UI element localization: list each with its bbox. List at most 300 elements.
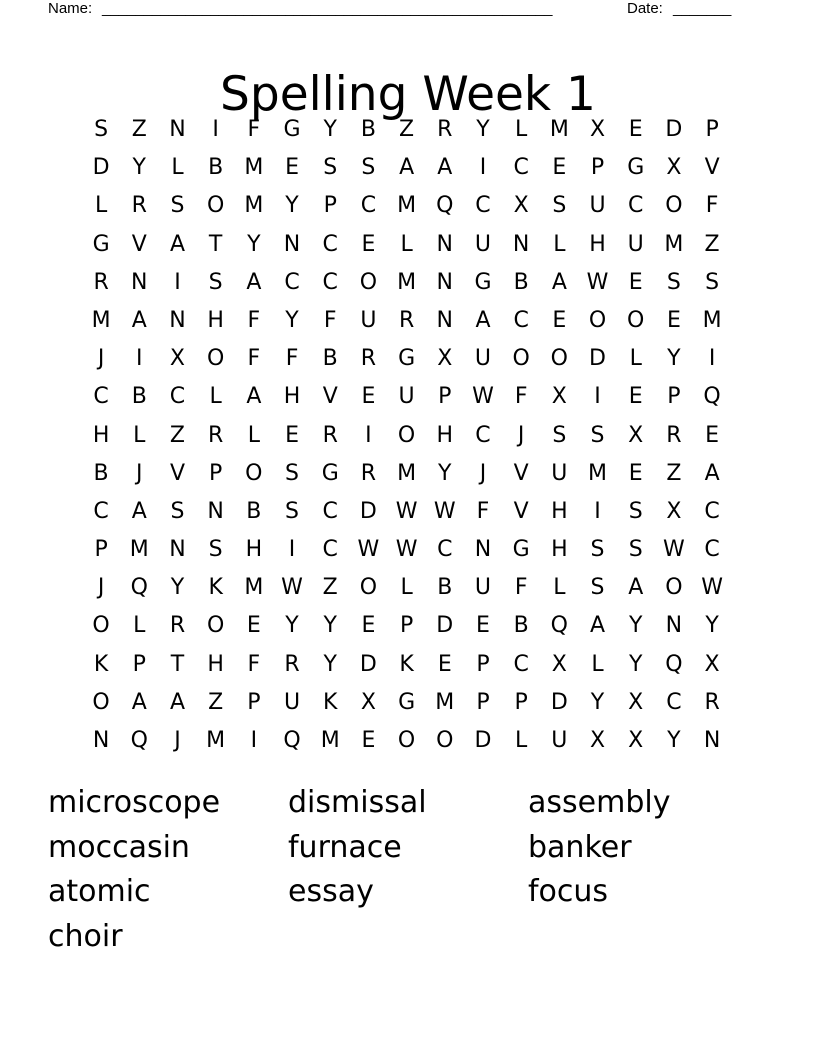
word-bank-item: focus (528, 874, 609, 910)
grid-letter[interactable]: H (245, 537, 263, 563)
grid-letter[interactable]: O (245, 460, 263, 486)
grid-letter[interactable]: J (479, 460, 487, 486)
grid-letter[interactable]: C (513, 307, 529, 333)
grid-letter[interactable]: P (94, 537, 108, 563)
grid-letter[interactable]: R (666, 422, 682, 448)
grid-letter[interactable]: N (665, 613, 683, 639)
grid-letter[interactable]: D (665, 117, 683, 142)
grid-letter[interactable]: M (397, 193, 417, 219)
grid-letter[interactable]: B (322, 346, 338, 372)
grid-letter[interactable]: A (246, 269, 262, 295)
grid-letter[interactable]: L (94, 193, 108, 219)
grid-letter[interactable]: Y (628, 613, 643, 639)
grid-letter[interactable]: C (322, 231, 338, 257)
grid-letter[interactable]: P (514, 689, 528, 715)
grid-letter[interactable]: A (131, 498, 147, 524)
grid-letter[interactable]: W (357, 537, 380, 563)
grid-letter[interactable]: G (512, 537, 530, 563)
grid-letter[interactable]: E (361, 613, 376, 639)
grid-letter[interactable]: X (704, 651, 720, 677)
grid-letter[interactable]: U (474, 575, 492, 601)
grid-letter[interactable]: X (513, 193, 529, 219)
grid-letter[interactable]: C (93, 384, 109, 410)
grid-letter[interactable]: E (361, 728, 376, 753)
grid-letter[interactable]: N (436, 231, 454, 257)
grid-letter[interactable]: G (92, 231, 110, 257)
grid-letter[interactable]: F (476, 498, 490, 524)
grid-letter[interactable]: S (208, 537, 223, 563)
grid-letter[interactable]: C (437, 537, 453, 563)
grid-letter[interactable]: S (170, 498, 185, 524)
grid-letter[interactable]: F (247, 346, 261, 372)
grid-letter[interactable]: U (283, 689, 301, 715)
grid-letter[interactable]: E (628, 384, 643, 410)
grid-letter[interactable]: U (551, 460, 568, 486)
grid-letter[interactable]: S (361, 155, 376, 181)
word-bank-item: banker (528, 829, 632, 865)
grid-letter[interactable]: Y (628, 651, 643, 677)
grid-letter[interactable]: O (206, 613, 225, 639)
grid-letter[interactable]: Q (130, 728, 148, 753)
grid-letter[interactable]: Z (666, 460, 682, 486)
grid-letter[interactable]: P (323, 193, 337, 219)
grid-letter[interactable]: B (437, 575, 453, 601)
grid-letter[interactable]: B (360, 117, 376, 142)
grid-letter[interactable]: N (474, 537, 492, 563)
grid-letter[interactable]: A (475, 307, 491, 333)
grid-letter[interactable]: D (436, 613, 454, 639)
grid-letter[interactable]: R (322, 422, 338, 448)
grid-letter[interactable]: Y (667, 728, 681, 753)
grid-letter[interactable]: O (206, 193, 225, 219)
grid-letter[interactable]: N (131, 269, 148, 295)
grid-letter[interactable]: Q (436, 193, 454, 219)
grid-letter[interactable]: H (207, 651, 224, 677)
grid-letter[interactable]: Y (323, 613, 337, 639)
grid-letter[interactable]: K (208, 575, 223, 601)
grid-letter[interactable]: X (666, 155, 682, 181)
grid-letter[interactable]: X (589, 117, 606, 142)
grid-letter[interactable]: E (285, 422, 299, 448)
grid-letter[interactable]: V (322, 384, 338, 410)
grid-letter[interactable]: L (247, 422, 260, 448)
grid-letter[interactable]: W (433, 498, 456, 524)
grid-letter[interactable]: B (131, 384, 147, 410)
grid-letter[interactable]: P (438, 384, 452, 410)
grid-letter[interactable]: D (550, 689, 568, 715)
grid-letter[interactable]: A (628, 575, 644, 601)
grid-letter[interactable]: L (171, 155, 184, 181)
grid-letter[interactable]: O (92, 613, 110, 639)
grid-letter[interactable]: E (437, 651, 452, 677)
grid-letter[interactable]: A (590, 613, 606, 639)
grid-letter[interactable]: L (133, 613, 146, 639)
grid-letter[interactable]: R (284, 651, 300, 677)
grid-letter[interactable]: E (628, 460, 643, 486)
grid-letter[interactable]: P (132, 651, 146, 677)
grid-letter[interactable]: M (244, 575, 264, 601)
grid-letter[interactable]: A (169, 231, 185, 257)
grid-letter[interactable]: A (399, 155, 415, 181)
grid-letter[interactable]: C (360, 193, 377, 219)
grid-letter[interactable]: N (92, 728, 110, 753)
grid-letter[interactable]: Q (665, 651, 683, 677)
grid-letter[interactable]: R (360, 346, 377, 372)
grid-letter[interactable]: S (590, 575, 605, 601)
grid-letter[interactable]: E (628, 269, 643, 295)
grid-letter[interactable]: L (591, 651, 604, 677)
grid-letter[interactable]: L (515, 728, 528, 753)
grid-letter[interactable]: U (627, 231, 644, 257)
grid-letter[interactable]: S (170, 193, 185, 219)
grid-letter[interactable]: L (515, 117, 528, 142)
grid-letter[interactable]: C (475, 422, 491, 448)
grid-letter[interactable]: C (513, 155, 529, 181)
grid-letter[interactable]: P (667, 384, 681, 410)
grid-letter[interactable]: M (206, 728, 226, 753)
grid-letter[interactable]: O (397, 422, 416, 448)
grid-letter[interactable]: S (552, 422, 567, 448)
grid-letter[interactable]: C (169, 384, 186, 410)
grid-letter[interactable]: X (169, 346, 185, 372)
grid-letter[interactable]: I (136, 346, 143, 372)
grid-letter[interactable]: Y (285, 613, 299, 639)
grid-letter[interactable]: S (628, 498, 643, 524)
grid-letter[interactable]: Z (399, 117, 415, 142)
grid-letter[interactable]: Y (323, 651, 337, 677)
grid-letter[interactable]: L (400, 575, 413, 601)
grid-letter[interactable]: O (588, 307, 607, 333)
grid-letter[interactable]: H (589, 231, 606, 257)
grid-letter[interactable]: H (207, 307, 224, 333)
grid-letter[interactable]: Y (323, 117, 337, 142)
grid-letter[interactable]: P (476, 651, 490, 677)
grid-letter[interactable]: W (281, 575, 303, 601)
grid-letter[interactable]: E (666, 307, 681, 333)
grid-letter[interactable]: R (93, 269, 109, 295)
grid-letter[interactable]: B (513, 269, 529, 295)
grid-letter[interactable]: S (285, 498, 300, 524)
grid-letter[interactable]: F (247, 307, 261, 333)
grid-letter[interactable]: S (666, 269, 681, 295)
grid-letter[interactable]: F (285, 346, 299, 372)
grid-letter[interactable]: P (476, 689, 490, 715)
grid-letter[interactable]: F (247, 117, 261, 142)
grid-letter[interactable]: V (513, 460, 529, 486)
grid-letter[interactable]: I (708, 346, 716, 372)
grid-letter[interactable]: X (628, 728, 644, 753)
grid-letter[interactable]: U (360, 307, 377, 333)
grid-letter[interactable]: U (589, 193, 606, 219)
grid-letter[interactable]: P (705, 117, 719, 142)
grid-letter[interactable]: L (400, 231, 413, 257)
grid-letter[interactable]: E (361, 384, 376, 410)
grid-letter[interactable]: S (705, 269, 720, 295)
grid-letter[interactable]: V (513, 498, 529, 524)
grid-letter[interactable]: M (435, 689, 455, 715)
grid-letter[interactable]: I (594, 498, 601, 524)
grid-letter[interactable]: S (590, 422, 605, 448)
grid-letter[interactable]: S (323, 155, 338, 181)
grid-letter[interactable]: I (479, 155, 487, 181)
grid-letter[interactable]: C (322, 537, 338, 563)
grid-letter[interactable]: O (359, 269, 378, 295)
grid-letter[interactable]: C (284, 269, 300, 295)
grid-letter[interactable]: W (472, 384, 494, 410)
header-line (48, 0, 748, 20)
grid-letter[interactable]: L (629, 346, 642, 372)
grid-letter[interactable]: A (246, 384, 262, 410)
grid-letter[interactable]: Y (285, 193, 299, 219)
grid-letter[interactable]: Q (550, 613, 568, 639)
grid-letter[interactable]: P (209, 460, 223, 486)
grid-letter[interactable]: C (704, 537, 720, 563)
word-bank-item: essay (288, 874, 374, 910)
grid-letter[interactable]: B (246, 498, 262, 524)
grid-letter[interactable]: O (665, 575, 683, 601)
grid-letter[interactable]: H (283, 384, 301, 410)
grid-letter[interactable]: M (244, 193, 264, 219)
grid-letter[interactable]: O (436, 728, 454, 753)
grid-letter[interactable]: N (169, 117, 186, 142)
grid-letter[interactable]: A (169, 689, 185, 715)
grid-letter[interactable]: O (397, 728, 416, 753)
grid-letter[interactable]: G (627, 155, 645, 181)
grid-letter[interactable]: I (174, 269, 181, 295)
grid-letter[interactable]: Y (170, 575, 185, 601)
grid-letter[interactable]: S (208, 269, 223, 295)
grid-letter[interactable]: F (514, 575, 528, 601)
grid-letter[interactable]: Q (703, 384, 721, 410)
word-bank-item: moccasin (48, 829, 190, 865)
grid-letter[interactable]: H (551, 498, 568, 524)
grid-letter[interactable]: Z (322, 575, 338, 601)
grid-letter[interactable]: U (551, 728, 568, 753)
grid-letter[interactable]: M (397, 269, 417, 295)
grid-letter[interactable]: X (628, 422, 644, 448)
grid-letter[interactable]: Z (704, 231, 720, 257)
grid-letter[interactable]: L (133, 422, 146, 448)
grid-letter[interactable]: Y (667, 346, 681, 372)
grid-letter[interactable]: A (131, 307, 147, 333)
grid-letter[interactable]: J (97, 346, 105, 372)
grid-letter[interactable]: X (551, 384, 567, 410)
grid-letter[interactable]: V (169, 460, 185, 486)
grid-letter[interactable]: Z (131, 117, 147, 142)
grid-letter[interactable]: N (283, 231, 301, 257)
grid-letter[interactable]: N (436, 307, 454, 333)
grid-letter[interactable]: G (321, 460, 339, 486)
grid-letter[interactable]: K (323, 689, 338, 715)
grid-letter[interactable]: M (244, 155, 264, 181)
grid-letter[interactable]: E (476, 613, 490, 639)
grid-letter[interactable]: E (628, 117, 643, 142)
grid-letter[interactable]: U (474, 231, 492, 257)
grid-letter[interactable]: V (704, 155, 720, 181)
grid-letter[interactable]: Y (590, 689, 605, 715)
grid-letter[interactable]: P (247, 689, 261, 715)
grid-letter[interactable]: I (365, 422, 372, 448)
grid-letter[interactable]: M (320, 728, 340, 753)
grid-letter[interactable]: N (169, 307, 186, 333)
grid-letter[interactable]: G (398, 689, 416, 715)
grid-letter[interactable]: M (549, 117, 569, 142)
grid-letter[interactable]: Y (438, 460, 452, 486)
grid-letter[interactable]: A (704, 460, 720, 486)
grid-letter[interactable]: C (666, 689, 682, 715)
grid-letter[interactable]: G (398, 346, 416, 372)
date-label: Date: (627, 0, 663, 17)
grid-letter[interactable]: R (169, 613, 186, 639)
grid-letter[interactable]: N (169, 537, 186, 563)
grid-letter[interactable]: K (93, 651, 109, 677)
grid-letter[interactable]: D (589, 346, 606, 372)
grid-letter[interactable]: R (360, 460, 377, 486)
grid-letter[interactable]: I (288, 537, 296, 563)
grid-letter[interactable]: A (551, 269, 567, 295)
grid-letter[interactable]: F (705, 193, 719, 219)
grid-letter[interactable]: M (91, 307, 111, 333)
grid-letter[interactable]: N (512, 231, 530, 257)
grid-letter[interactable]: I (594, 384, 601, 410)
grid-letter[interactable]: L (209, 384, 222, 410)
grid-letter[interactable]: X (551, 651, 567, 677)
grid-letter[interactable]: W (395, 537, 418, 563)
grid-letter[interactable]: C (322, 498, 338, 524)
grid-letter[interactable]: M (397, 460, 417, 486)
grid-letter[interactable]: F (323, 307, 337, 333)
grid-letter[interactable]: E (705, 422, 720, 448)
grid-letter[interactable]: C (513, 651, 529, 677)
grid-letter[interactable]: X (666, 498, 682, 524)
grid-letter[interactable]: Y (247, 231, 261, 257)
grid-letter[interactable]: X (437, 346, 453, 372)
grid-letter[interactable]: S (628, 537, 643, 563)
word-bank-item: assembly (528, 785, 671, 820)
grid-letter[interactable]: R (398, 307, 415, 333)
grid-letter[interactable]: R (704, 689, 720, 715)
grid-letter[interactable]: H (92, 422, 110, 448)
grid-letter[interactable]: I (250, 728, 258, 753)
grid-letter[interactable]: H (551, 537, 568, 563)
grid-letter[interactable]: Q (130, 575, 148, 601)
grid-letter[interactable]: M (129, 537, 149, 563)
grid-letter[interactable]: S (590, 537, 605, 563)
grid-letter[interactable]: D (359, 651, 377, 677)
grid-letter[interactable]: B (93, 460, 109, 486)
grid-letter[interactable]: O (359, 575, 378, 601)
grid-letter[interactable]: O (92, 689, 110, 715)
grid-letter[interactable]: O (206, 346, 225, 372)
grid-letter[interactable]: W (395, 498, 418, 524)
grid-letter[interactable]: R (208, 422, 224, 448)
grid-letter[interactable]: O (665, 193, 683, 219)
grid-letter[interactable]: Y (285, 307, 299, 333)
grid-letter[interactable]: A (131, 689, 147, 715)
grid-letter[interactable]: E (552, 155, 567, 181)
grid-letter[interactable]: B (513, 613, 529, 639)
grid-letter[interactable]: I (212, 117, 219, 142)
grid-letter[interactable]: L (553, 575, 566, 601)
grid-letter[interactable]: G (283, 117, 301, 142)
grid-letter[interactable]: U (474, 346, 492, 372)
word-bank-item: dismissal (288, 785, 427, 820)
grid-letter[interactable]: Y (132, 155, 146, 181)
grid-letter[interactable]: M (664, 231, 684, 257)
grid-letter[interactable]: Z (208, 689, 224, 715)
grid-letter[interactable]: S (94, 117, 109, 142)
grid-letter[interactable]: E (552, 307, 567, 333)
grid-letter[interactable]: D (92, 155, 110, 181)
grid-letter[interactable]: N (436, 269, 454, 295)
grid-letter[interactable]: C (628, 193, 644, 219)
grid-letter[interactable]: J (97, 575, 105, 601)
grid-letter[interactable]: X (589, 728, 606, 753)
grid-letter[interactable]: X (628, 689, 644, 715)
grid-letter[interactable]: U (398, 384, 415, 410)
grid-letter[interactable]: J (136, 460, 143, 486)
grid-letter[interactable]: A (437, 155, 453, 181)
grid-letter[interactable]: D (474, 728, 492, 753)
name-field[interactable]: ______________________________________________________ (102, 0, 553, 17)
grid-letter[interactable]: R (131, 193, 147, 219)
grid-letter[interactable]: G (474, 269, 492, 295)
grid-letter[interactable]: E (361, 231, 376, 257)
grid-letter[interactable]: T (208, 231, 223, 257)
grid-letter[interactable]: O (627, 307, 645, 333)
grid-letter[interactable]: W (586, 269, 609, 295)
grid-letter[interactable]: F (247, 651, 261, 677)
grid-letter[interactable]: X (360, 689, 376, 715)
grid-letter[interactable]: S (552, 193, 567, 219)
date-field[interactable]: _______ (673, 0, 732, 17)
grid-letter[interactable]: E (285, 155, 299, 181)
grid-letter[interactable]: S (285, 460, 300, 486)
grid-letter[interactable]: H (436, 422, 454, 448)
grid-letter[interactable]: Q (283, 728, 301, 753)
grid-letter[interactable]: T (170, 651, 185, 677)
grid-letter[interactable]: M (702, 307, 722, 333)
grid-letter[interactable]: L (553, 231, 566, 257)
grid-letter[interactable]: M (588, 460, 608, 486)
grid-letter[interactable]: W (663, 537, 685, 563)
grid-letter[interactable]: K (399, 651, 414, 677)
grid-letter[interactable]: O (550, 346, 568, 372)
grid-letter[interactable]: B (208, 155, 224, 181)
grid-letter[interactable]: P (590, 155, 605, 181)
grid-letter[interactable]: V (131, 231, 147, 257)
grid-letter[interactable]: N (207, 498, 224, 524)
grid-letter[interactable]: R (437, 117, 453, 142)
grid-letter[interactable]: J (174, 728, 181, 753)
grid-letter[interactable]: D (359, 498, 377, 524)
grid-letter[interactable]: Z (169, 422, 185, 448)
grid-letter[interactable]: C (93, 498, 109, 524)
grid-letter[interactable]: O (512, 346, 530, 372)
grid-letter[interactable]: Y (705, 613, 719, 639)
grid-letter[interactable]: N (703, 728, 721, 753)
grid-letter[interactable]: C (704, 498, 720, 524)
grid-letter[interactable]: C (475, 193, 491, 219)
grid-letter[interactable]: J (517, 422, 525, 448)
grid-letter[interactable]: F (514, 384, 528, 410)
grid-letter[interactable]: W (701, 575, 723, 601)
word-bank (48, 781, 768, 960)
grid-letter[interactable]: E (246, 613, 261, 639)
grid-letter[interactable]: P (399, 613, 414, 639)
grid-letter[interactable]: Y (476, 117, 490, 142)
grid-letter[interactable]: C (322, 269, 338, 295)
